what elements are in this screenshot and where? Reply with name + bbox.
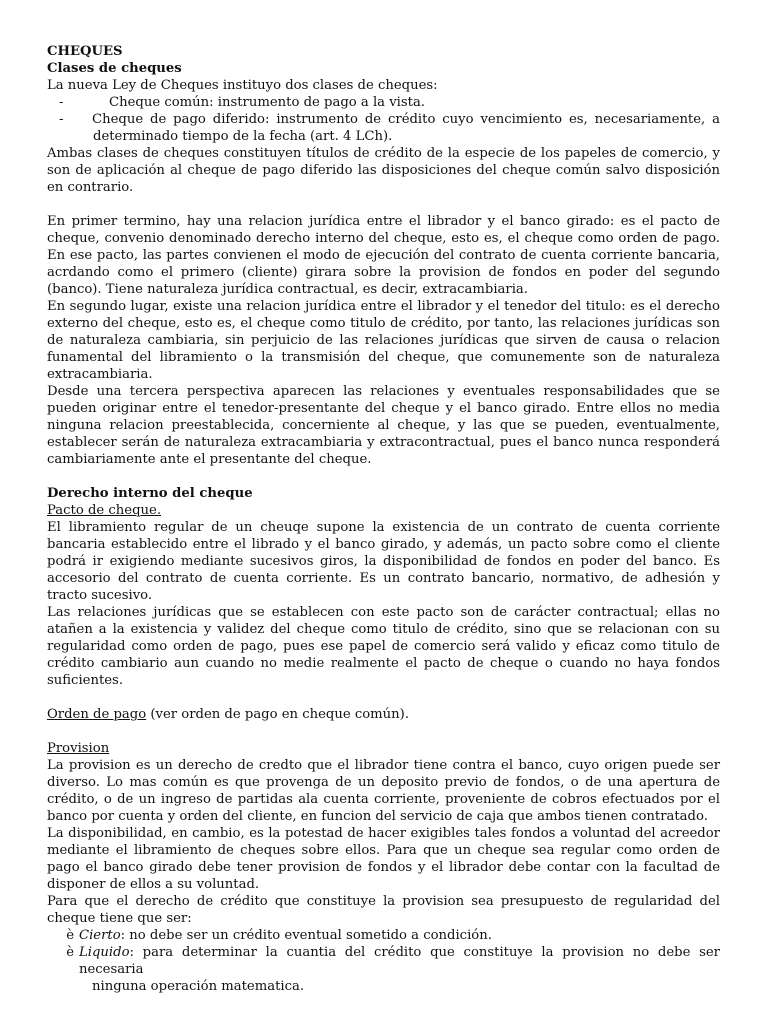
list-item-liquido <box>47 944 720 995</box>
paragraph-provision: La provision es un derecho de credto que el librador tiene contra el banco, cuyo origen puede ser diverso. Lo mas común es que provenga de un deposito previo de fondos, o de una apertura de crédito, o de un ingreso de partidas ala cuenta corriente, proveniente de cobros efectuados por el banco por cuenta y orden del cliente, en funcion del servicio de caja que ambos tienen contratado. <box>47 758 720 824</box>
paragraph-ambas-clases: Ambas clases de cheques constituyen títulos de crédito de la especie de los papeles de comercio, y son de aplicación al cheque de pago diferido las disposiciones del cheque común salvo disposición en contrario. <box>47 146 720 195</box>
dash-bullet: - <box>59 95 64 110</box>
document-title: CHEQUES <box>47 44 123 59</box>
document-page <box>47 43 720 995</box>
provision-label: Provision <box>47 741 110 756</box>
term-text: : no debe ser un crédito eventual sometido a condición. <box>120 928 492 943</box>
paragraph-relaciones: Las relaciones jurídicas que se establecen con este pacto son de carácter contractual; ellas no atañen a la existencia y validez del cheque como titulo de crédito, sino que se relacionan con su regularidad como orden de pago, pues ese papel de comercio será valido y eficaz como titulo de crédito cambiario aun cuando no medie realmente el pacto de cheque o cuando no haya fondos suficientes. <box>47 605 720 688</box>
list-item-cheque-comun <box>47 94 720 111</box>
orden-pago-label: Orden de pago <box>47 707 147 722</box>
term-liquido: Liquido <box>79 945 130 960</box>
list-item-text: Cheque común: instrumento de pago a la vista. <box>109 95 426 110</box>
arrow-bullet-icon: è <box>66 945 74 960</box>
orden-pago-text: (ver orden de pago en cheque común). <box>146 707 410 722</box>
list-item-cierto <box>47 927 720 944</box>
paragraph-libramiento: El libramiento regular de un cheuqe supone la existencia de un contrato de cuenta corriente bancaria establecido entre el librado y el banco girado, y además, un pacto sobre como el cliente podrá ir exigiendo mediante sucesivos giros, la disponibilidad de fondos en poder del banco. Es accesorio del contrato de cuenta corriente. Es un contrato bancario, normativo, de adhesión y tracto sucesivo. <box>47 520 720 603</box>
term-continuation: ninguna operación matematica. <box>92 979 305 994</box>
paragraph-disponibilidad: La disponibilidad, en cambio, es la potestad de hacer exigibles tales fondos a voluntad del acreedor mediante el libramiento de cheques sobre ellos. Para que un cheque sea regular como orden de pago el banco girado debe tener provision de fondos y el librador debe contar con la facultad de disponer de ellos a su voluntad. <box>47 826 720 892</box>
arrow-bullet-icon: è <box>66 928 74 943</box>
paragraph-primer-termino: En primer termino, hay una relacion jurídica entre el librador y el banco girado: es el pacto de cheque, convenio denominado derecho interno del cheque, esto es, el cheque como orden de pago. En ese pacto, las partes convienen el modo de ejecución del contrato de cuenta corriente bancaria, acrdando como el primero (cliente) girara sobre la provision de fondos en poder del segundo (banco). Tiene naturaleza jurídica contractual, es decir, extracambiaria. <box>47 214 720 297</box>
paragraph-orden-pago <box>47 706 720 723</box>
paragraph-requisitos: Para que el derecho de crédito que constituye la provision sea presupuesto de regularidad del cheque tiene que ser: <box>47 894 720 926</box>
section-heading-clases: Clases de cheques <box>47 61 182 76</box>
dash-bullet: - <box>59 112 64 127</box>
list-item-continuation: determinado tiempo de la fecha (art. 4 LCh). <box>93 129 393 144</box>
section-heading-derecho-interno: Derecho interno del cheque <box>47 486 253 501</box>
list-item-text: Cheque de pago diferido: instrumento de crédito cuyo vencimiento es, necesariamente, a <box>92 112 720 127</box>
subheading-pacto <box>47 502 720 519</box>
term-cierto: Cierto <box>79 928 121 943</box>
list-item-cheque-diferido <box>47 111 720 128</box>
pacto-label: Pacto de cheque. <box>47 503 162 518</box>
subheading-provision <box>47 740 720 757</box>
paragraph-segundo-lugar: En segundo lugar, existe una relacion jurídica entre el librador y el tenedor del titulo: es el derecho externo del cheque, esto es, el cheque como titulo de crédito, por tanto, las relaciones jurídicas son de naturaleza cambiaria, sin perjuicio de las relaciones jurídicas que sirven de causa o relacion funamental del libramiento o la transmisión del cheque, que comunemente son de naturaleza extracambiaria. <box>47 299 720 382</box>
intro-paragraph: La nueva Ley de Cheques instituyo dos clases de cheques: <box>47 78 438 93</box>
term-text: : para determinar la cuantia del crédito que constituye la provision no debe ser necesaria <box>79 945 720 977</box>
paragraph-tercera-perspectiva: Desde una tercera perspectiva aparecen las relaciones y eventuales responsabilidades que se pueden originar entre el tenedor-presentante del cheque y el banco girado. Entre ellos no media ninguna relacion preestablecida, concerniente al cheque, y las que se pueden, eventualmente, establecer serán de naturaleza extracambiaria y extracontractual, pues el banco nunca responderá cambiariamente ante el presentante del cheque. <box>47 384 720 467</box>
